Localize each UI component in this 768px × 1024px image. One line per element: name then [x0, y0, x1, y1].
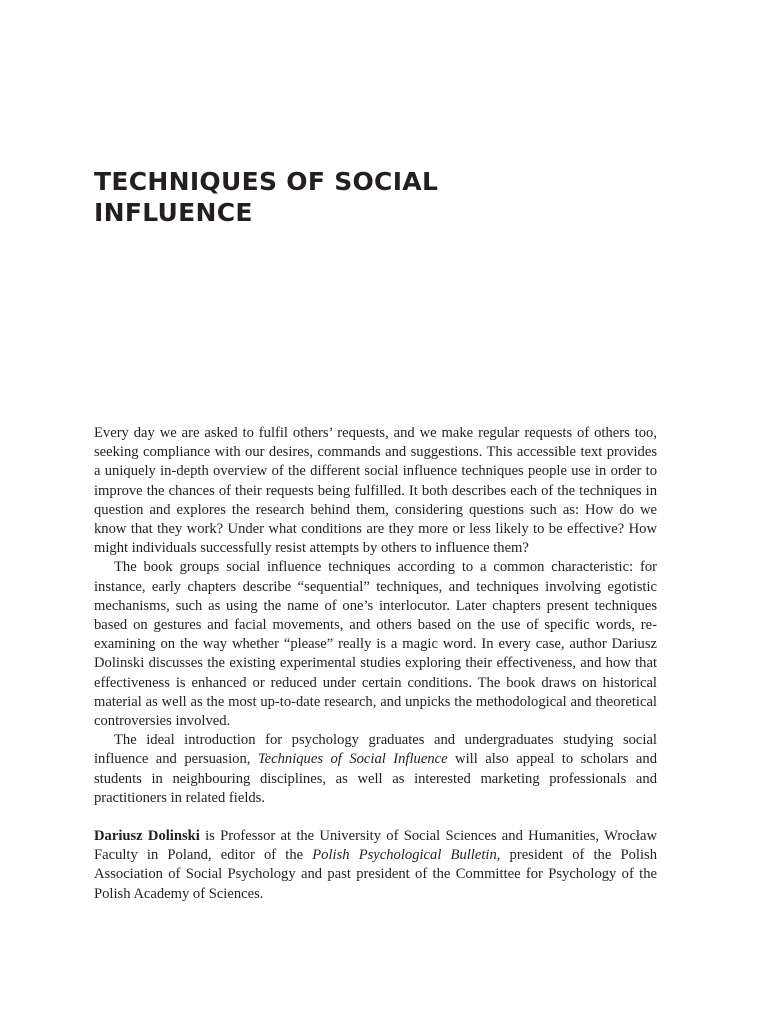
description-paragraph-3-start: The ideal introduction for psychology graduates and undergraduates studying social influence and persuasion,: [94, 732, 657, 768]
book-title-line-2: INFLUENCE: [94, 198, 253, 227]
book-title: [94, 166, 654, 228]
author-bio-text-2: , president of the Polish Association of Social Psychology and past president of the Committee for Psychology of the Polish Academy of Sciences.: [94, 847, 657, 902]
author-name: Dariusz Dolinski: [94, 828, 200, 845]
author-bio-text-1: is Professor at the University of Social Sciences and Humanities, Wrocław Faculty in Poland, editor of the: [94, 828, 657, 864]
journal-title: Polish Psychological Bulletin: [312, 847, 497, 864]
description-paragraph-1: Every day we are asked to fulfil others’ requests, and we make regular requests of others too, seeking compliance with our desires, commands and suggestions. This accessible text provides a uniquely in-depth overview of the different social influence techniques people use in order to improve the chances of their requests being fulfilled. It both describes each of the techniques in question and explores the research behind them, considering questions such as: How do we know that they work? Under what conditions are they more or less likely to be effective? How might individuals successfully resist attempts by others to influence them?: [94, 425, 657, 557]
author-bio: [94, 827, 657, 904]
book-title-inline: Techniques of Social Influence: [257, 751, 448, 768]
book-description: [94, 424, 657, 904]
book-title-line-1: TECHNIQUES OF SOCIAL: [94, 167, 439, 196]
description-paragraph-2: The book groups social influence techniques according to a common characteristic: for instance, early chapters describe “sequential” techniques, and techniques involving egotistic mechanisms, such as using the name of one’s interlocutor. Later chapters present techniques based on gestures and facial movements, and others based on the use of specific words, re-examining on the way whether “please” really is a magic word. In every case, author Dariusz Dolinski discusses the existing experimental studies exploring their effectiveness, and how that effectiveness is enhanced or reduced under certain conditions. The book draws on historical material as well as the most up-to-date research, and unpicks the methodological and theoretical controversies involved.: [94, 559, 657, 730]
description-paragraph-3-end: will also appeal to scholars and students in neighbouring disciplines, as well as interested marketing professionals and practitioners in related fields.: [94, 751, 657, 806]
description-paragraph-3: [94, 731, 657, 808]
